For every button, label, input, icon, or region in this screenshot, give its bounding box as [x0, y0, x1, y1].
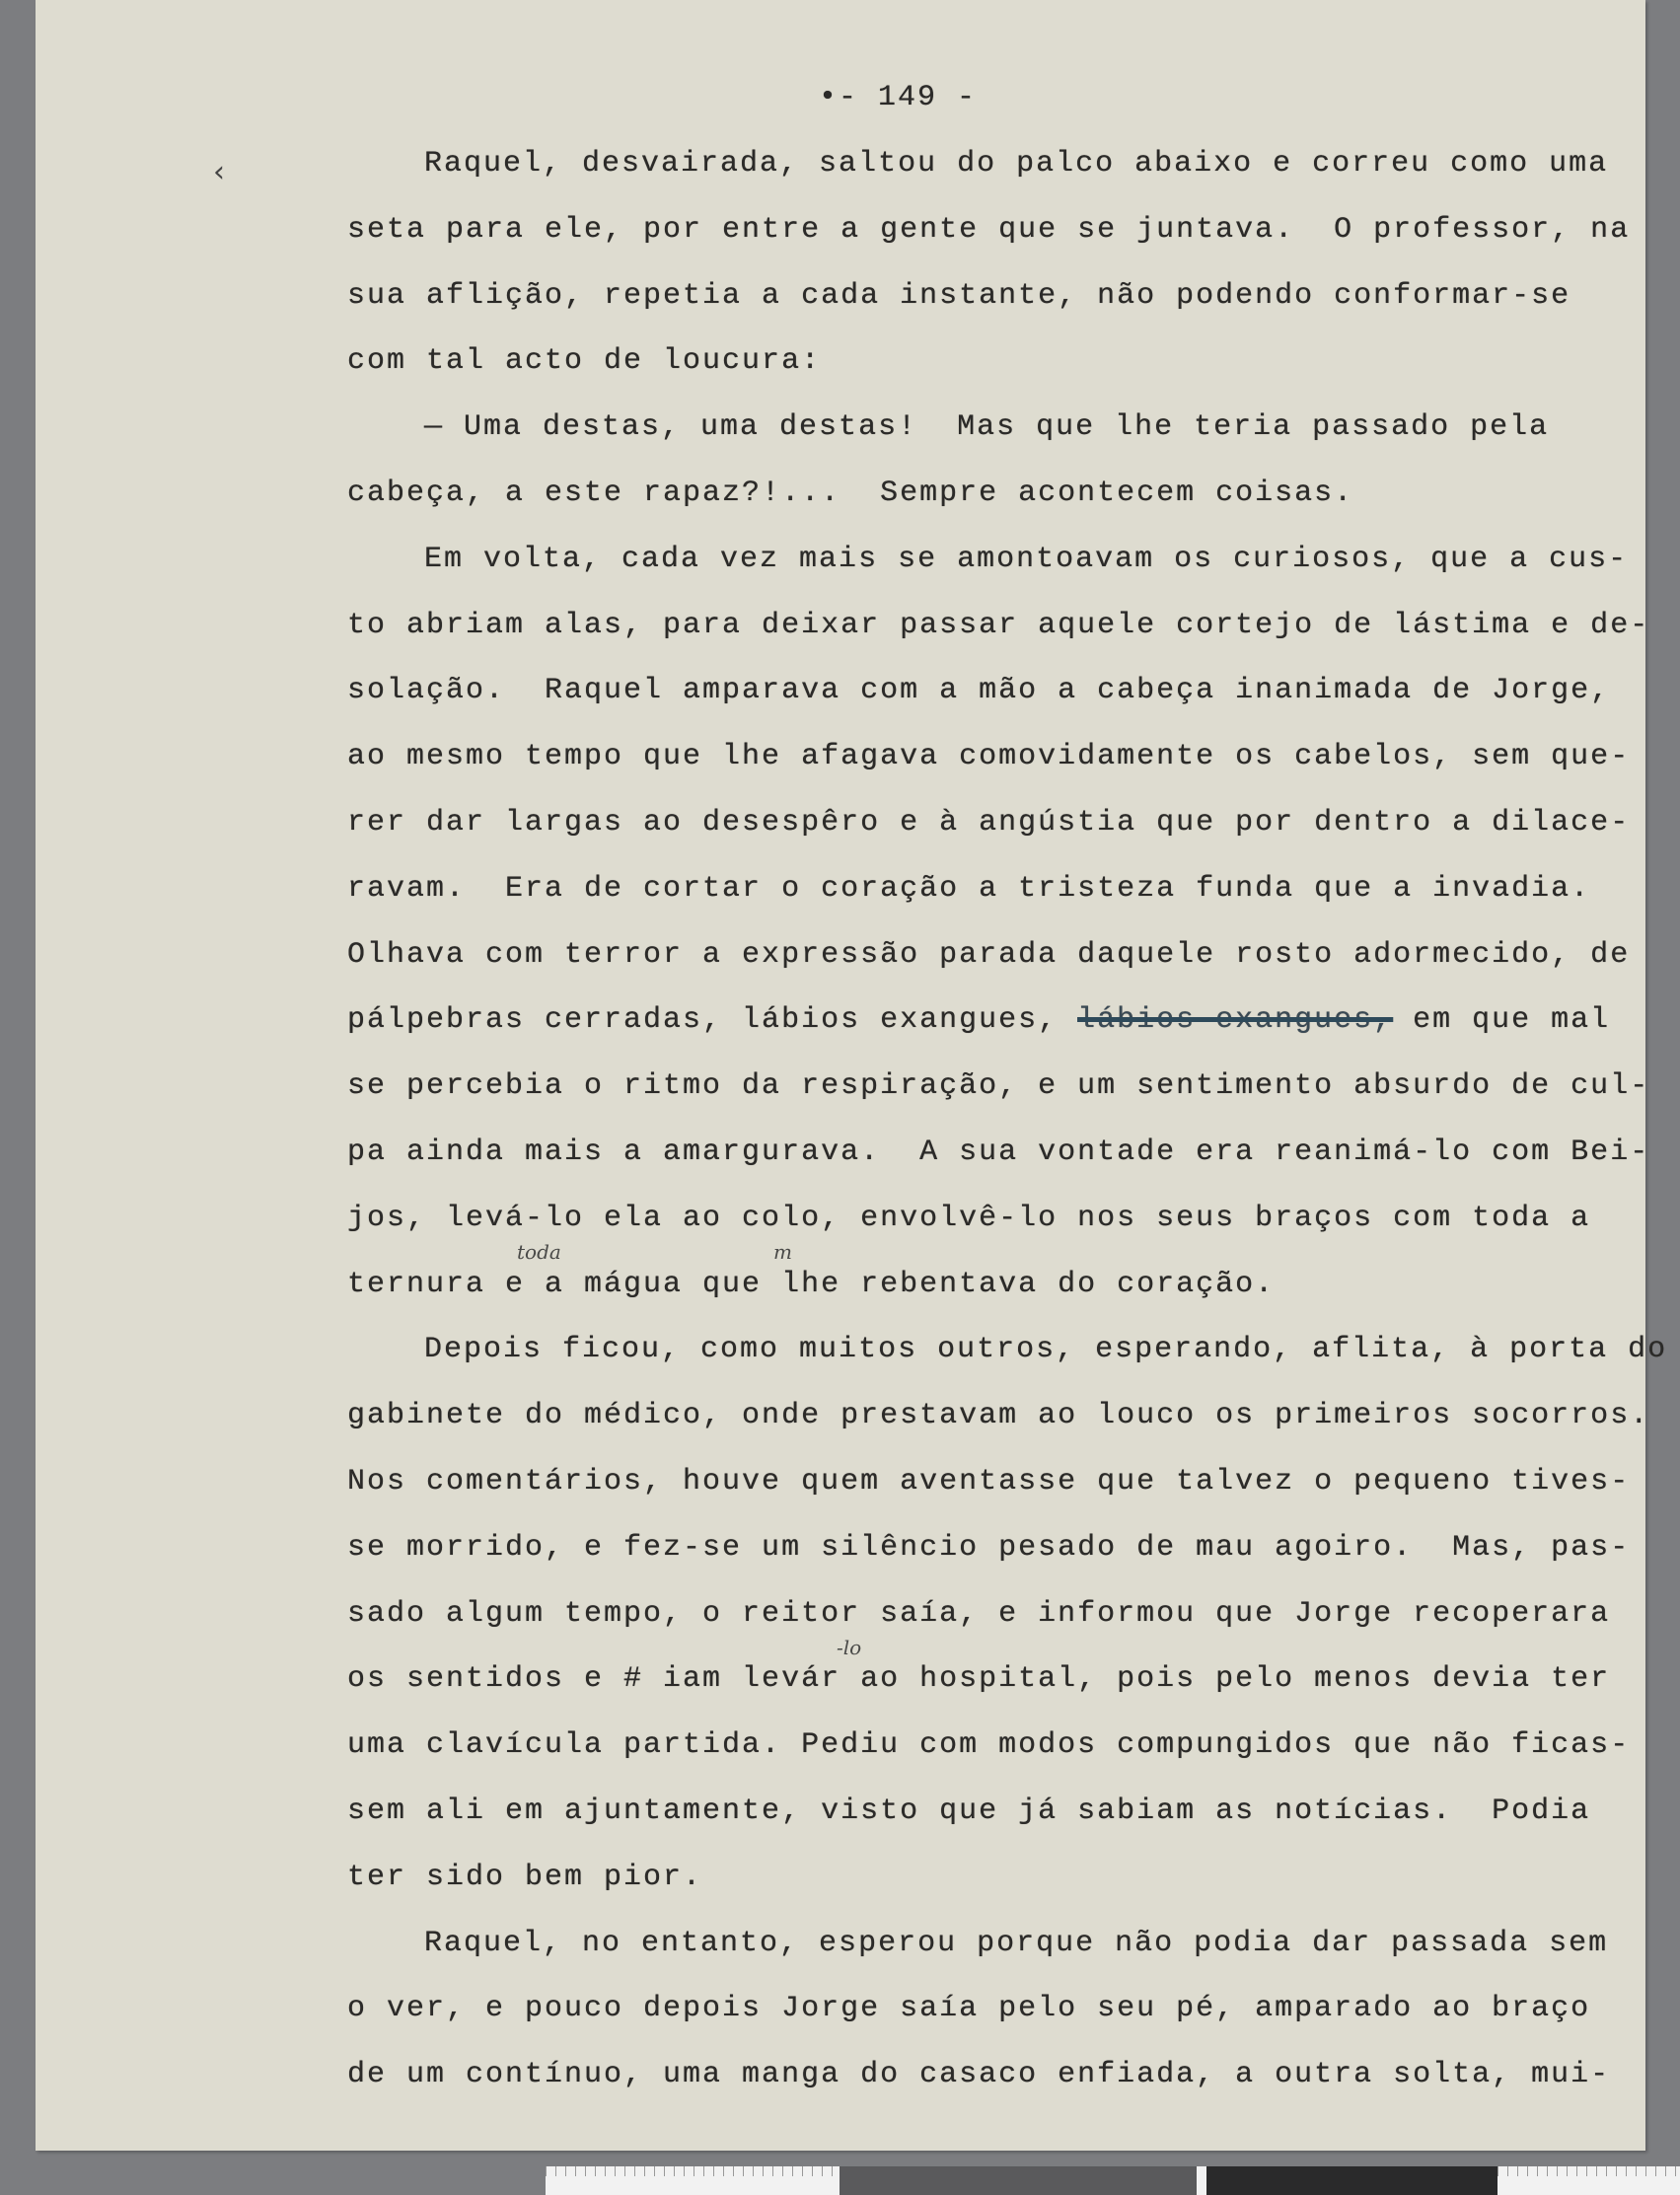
- line-text: — Uma destas, uma destas! Mas que lhe teria passado pela: [424, 410, 1550, 445]
- scale-white-strip: [1197, 2166, 1206, 2195]
- text-line: [347, 1661, 1610, 1697]
- line-text: ravam. Era de cortar o coração a tristeza funda que a invadia.: [347, 871, 1591, 906]
- line-text: to abriam alas, para deixar passar aquele cortejo de lástima e de-: [347, 608, 1650, 642]
- line-text: pa ainda mais a amargurava. A sua vontade era reanimá-lo com Bei-: [347, 1135, 1650, 1169]
- scale-ruler-white-right: [1497, 2166, 1680, 2195]
- scale-black-patch: [1206, 2166, 1497, 2195]
- text-line: [347, 1860, 702, 1895]
- line-text: uma clavícula partida. Pediu com modos compungidos que não ficas-: [347, 1728, 1631, 1763]
- scale-ruler-white: [546, 2166, 840, 2195]
- line-text: o ver, e pouco depois Jorge saía pelo seu pé, amparado ao braço: [347, 1992, 1591, 2026]
- line-text: sua aflição, repetia a cada instante, não podendo conformar-se: [347, 278, 1571, 313]
- line-text: os sentidos e # iam levár ao hospital, pois pelo menos devia ter: [347, 1662, 1611, 1697]
- handwritten-insertion-toda: toda: [517, 1240, 561, 1264]
- text-line: [347, 871, 1590, 907]
- line-text: Em volta, cada vez mais se amontoavam os curiosos, que a cus-: [424, 542, 1629, 576]
- text-line: [347, 1530, 1630, 1566]
- text-line: [424, 409, 1549, 445]
- line-text: pálpebras cerradas, lábios exangues,: [347, 1003, 1078, 1038]
- text-line: [424, 146, 1608, 182]
- struck-through-text: lábios exangues,: [1077, 1003, 1394, 1038]
- scale-gray-patch: [840, 2166, 1197, 2195]
- line-text-continued: em que mal: [1393, 1003, 1611, 1038]
- line-text: gabinete do médico, onde prestavam ao louco os primeiros socorros.: [347, 1399, 1650, 1433]
- handwritten-insertion-m: m: [773, 1240, 792, 1264]
- line-text: cabeça, a este rapaz?!... Sempre acontecem coisas.: [347, 476, 1354, 510]
- text-line: [347, 937, 1630, 973]
- margin-mark-icon: ‹: [213, 155, 225, 189]
- text-line: [347, 2057, 1610, 2092]
- line-text: Nos comentários, houve quem aventasse que talvez o pequeno tives-: [347, 1465, 1631, 1499]
- text-line: [347, 1727, 1630, 1763]
- page-number: •- 149 -: [819, 81, 978, 114]
- text-line: [347, 673, 1610, 708]
- line-text: se percebia o ritmo da respiração, e um sentimento absurdo de cul-: [347, 1069, 1650, 1104]
- line-text: ternura e a mágua que lhe rebentava do coração.: [347, 1267, 1276, 1301]
- line-text: Olhava com terror a expressão parada daquele rosto adormecido, de: [347, 937, 1631, 972]
- text-line: [347, 212, 1630, 248]
- text-line: [347, 1464, 1630, 1500]
- line-text: Raquel, desvairada, saltou do palco abaixo e correu como uma: [424, 147, 1609, 181]
- line-text: sado algum tempo, o reitor saía, e informou que Jorge recoperara: [347, 1596, 1611, 1631]
- text-line: [347, 1002, 1610, 1038]
- text-line: [347, 1991, 1590, 2026]
- text-line: [347, 1793, 1590, 1829]
- line-text: solação. Raquel amparava com a mão a cabeça inanimada de Jorge,: [347, 674, 1611, 708]
- line-text: sem ali em ajuntamente, visto que já sabiam as notícias. Podia: [347, 1794, 1591, 1828]
- line-text: Depois ficou, como muitos outros, esperando, aflita, à porta do: [424, 1333, 1668, 1367]
- line-text: de um contínuo, uma manga do casaco enfiada, a outra solta, mui-: [347, 2058, 1611, 2092]
- text-line: [424, 1926, 1608, 1961]
- line-text: jos, levá-lo ela ao colo, envolvê-lo nos seus braços com toda a: [347, 1201, 1591, 1235]
- text-line: [347, 343, 821, 379]
- typewritten-page: [36, 0, 1668, 2151]
- text-line: [347, 476, 1353, 511]
- text-line: [424, 1332, 1667, 1367]
- line-text: ter sido bem pior.: [347, 1860, 703, 1894]
- text-line: [347, 1398, 1649, 1433]
- text-line: [347, 1267, 1275, 1302]
- text-line: [347, 608, 1649, 643]
- text-line: [347, 739, 1630, 774]
- line-text: Raquel, no entanto, esperou porque não podia dar passada sem: [424, 1926, 1609, 1960]
- text-line: [347, 1201, 1590, 1236]
- line-text: seta para ele, por entre a gente que se juntava. O professor, na: [347, 212, 1631, 247]
- text-line: [347, 805, 1630, 841]
- text-line: [347, 1596, 1610, 1632]
- text-line: [347, 1134, 1649, 1170]
- line-text: se morrido, e fez-se um silêncio pesado de mau agoiro. Mas, pas-: [347, 1530, 1631, 1565]
- text-line: [347, 278, 1570, 314]
- text-line: [347, 1068, 1649, 1104]
- text-line: [424, 542, 1628, 577]
- handwritten-insertion-lo: -lo: [837, 1636, 862, 1659]
- line-text: com tal acto de loucura:: [347, 344, 822, 379]
- line-text: ao mesmo tempo que lhe afagava comovidamente os cabelos, sem que-: [347, 740, 1631, 774]
- line-text: rer dar largas ao desespêro e à angústia que por dentro a dilace-: [347, 806, 1631, 840]
